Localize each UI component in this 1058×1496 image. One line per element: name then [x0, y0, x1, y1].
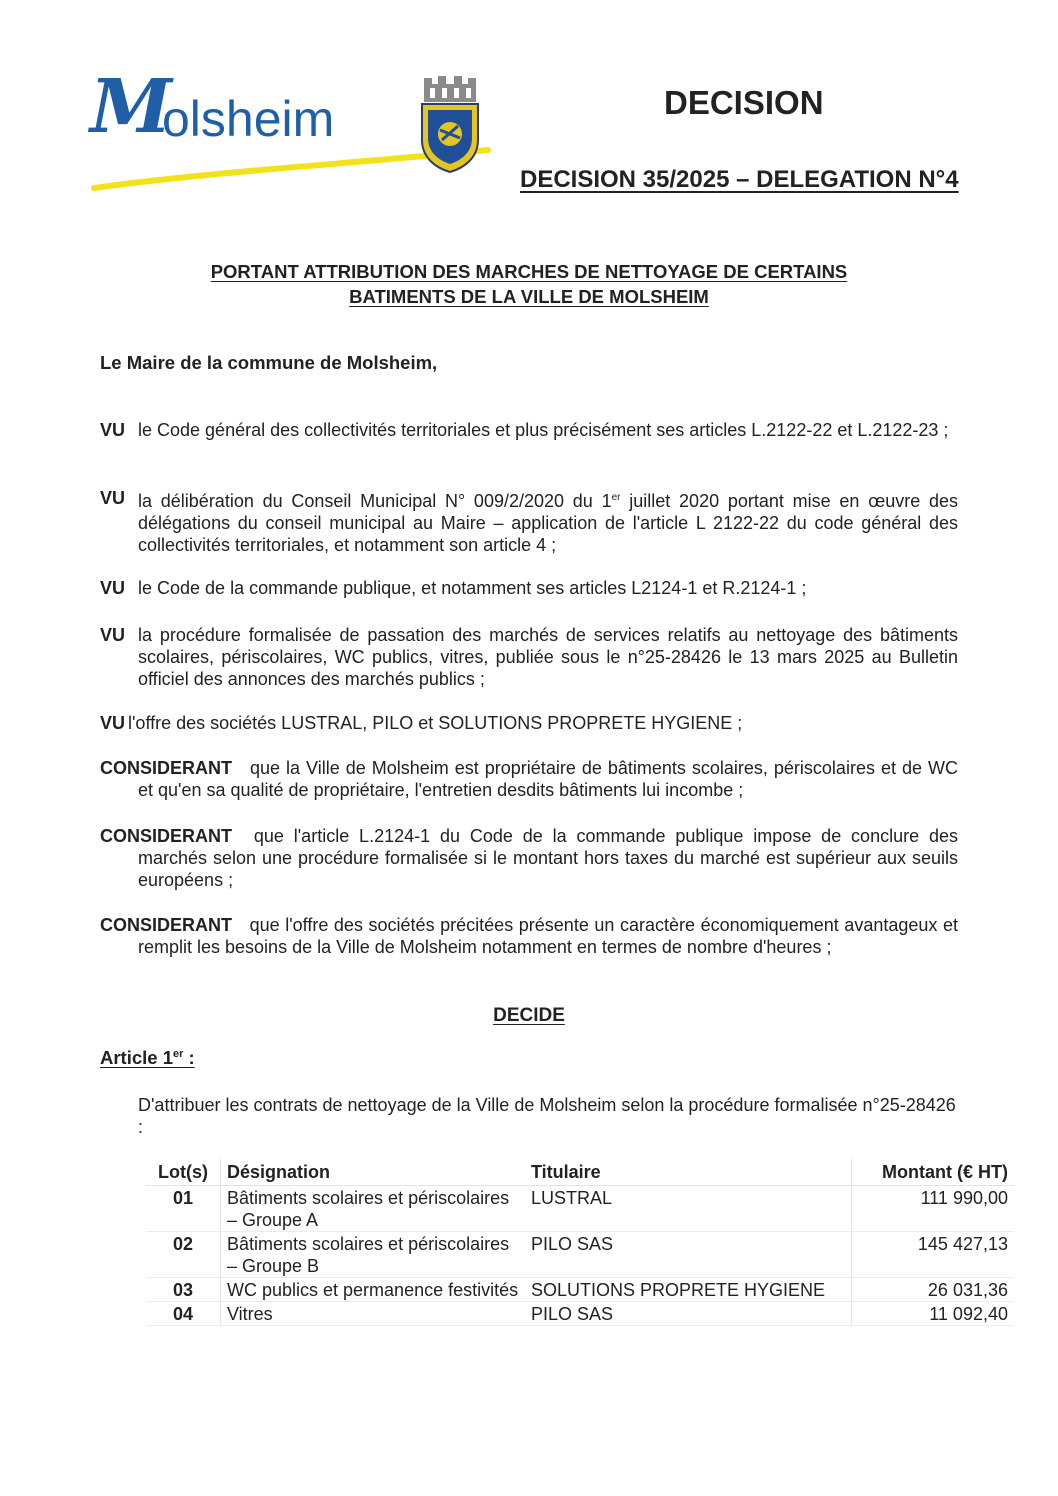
clause-keyword: VU — [100, 488, 126, 508]
city-crest-icon — [416, 74, 484, 174]
clause-vu-5 — [100, 712, 958, 734]
cell-titulaire: LUSTRAL — [525, 1186, 852, 1232]
clause-vu-3 — [100, 577, 958, 599]
clause-considerant-3 — [100, 914, 958, 958]
clause-vu-4 — [100, 624, 958, 690]
cell-designation: Bâtiments scolaires et périscolaires – Groupe B — [221, 1232, 526, 1278]
cell-lot: 04 — [146, 1302, 221, 1326]
header-titulaire: Titulaire — [525, 1159, 852, 1186]
header-lot: Lot(s) — [146, 1159, 221, 1186]
decision-subject — [100, 259, 958, 309]
molsheim-logo — [88, 66, 498, 196]
cell-montant: 26 031,36 — [852, 1278, 1015, 1302]
clause-keyword: CONSIDERANT — [100, 758, 233, 778]
clause-text: CONSIDERANT que l'offre des sociétés précitées présente un caractère économiquement avantageux et remplit les besoins de la Ville de Molsheim notamment en termes de nombre d'heures ; — [100, 915, 958, 957]
clause-considerant-2 — [100, 825, 958, 891]
logo-initial: M — [90, 64, 170, 150]
clause-keyword: CONSIDERANT — [100, 915, 233, 935]
cell-lot: 03 — [146, 1278, 221, 1302]
cell-lot: 01 — [146, 1186, 221, 1232]
clause-text: CONSIDERANT que la Ville de Molsheim est propriétaire de bâtiments scolaires, périscolaires et de WC et qu'en sa qualité de propriétaire, l'entretien desdits bâtiments lui incombe ; — [100, 758, 958, 800]
header-designation: Désignation — [221, 1159, 526, 1186]
clause-text: la délibération du Conseil Municipal N° 009/2/2020 du 1er juillet 2020 portant mise en œuvre des délégations du conseil municipal au Maire – application de l'article L 2122-22 du code général des collectivités territoriales, et notamment son article 4 ; — [138, 491, 958, 555]
decide-heading: DECIDE — [493, 1005, 565, 1026]
article-1-title: Article 1er : — [100, 1047, 195, 1068]
clause-considerant-1 — [100, 757, 958, 801]
clause-keyword: VU — [100, 625, 126, 645]
clause-text: la procédure formalisée de passation des marchés de services relatifs au nettoyage des bâtiments scolaires, périscolaires, WC publics, vitres, publiée sous le n°25-28426 le 13 mars 2025 au Bulletin officiel des annonces des marchés publics ; — [138, 625, 958, 689]
table-row — [146, 1232, 1014, 1278]
lots-table — [146, 1159, 1014, 1326]
cell-designation: Vitres — [221, 1302, 526, 1326]
article-1-text: D'attribuer les contrats de nettoyage de la Ville de Molsheim selon la procédure formalisée n°25-28426 : — [138, 1095, 956, 1137]
cell-titulaire: SOLUTIONS PROPRETE HYGIENE — [525, 1278, 852, 1302]
cell-montant: 145 427,13 — [852, 1232, 1015, 1278]
table-row — [146, 1186, 1014, 1232]
cell-lot: 02 — [146, 1232, 221, 1278]
table-header-row — [146, 1159, 1014, 1186]
clause-text: le Code général des collectivités territoriales et plus précisément ses articles L.2122-22 et L.2122-23 ; — [138, 420, 949, 440]
cell-designation: WC publics et permanence festivités — [221, 1278, 526, 1302]
table-row — [146, 1302, 1014, 1326]
clause-keyword: VU — [100, 420, 126, 440]
clause-text: le Code de la commande publique, et notamment ses articles L2124-1 et R.2124-1 ; — [138, 578, 807, 598]
clause-text: CONSIDERANT que l'article L.2124-1 du Code de la commande publique impose de conclure des marchés selon une procédure formalisée si le montant hors taxes du marché est supérieur aux seuils européens ; — [100, 826, 958, 890]
header-montant: Montant (€ HT) — [852, 1159, 1015, 1186]
cell-titulaire: PILO SAS — [525, 1302, 852, 1326]
document-type-heading: DECISION — [664, 84, 824, 121]
decision-reference: DECISION 35/2025 – DELEGATION N°4 — [520, 166, 959, 193]
logo-name: olsheim — [162, 91, 335, 147]
clause-vu-2 — [100, 487, 958, 556]
clause-text: l'offre des sociétés LUSTRAL, PILO et SOLUTIONS PROPRETE HYGIENE ; — [128, 713, 743, 733]
subject-line-2: BATIMENTS DE LA VILLE DE MOLSHEIM — [349, 286, 709, 307]
cell-montant: 111 990,00 — [852, 1186, 1015, 1232]
mayor-intro: Le Maire de la commune de Molsheim, — [100, 352, 438, 373]
subject-line-1: PORTANT ATTRIBUTION DES MARCHES DE NETTOYAGE DE CERTAINS — [210, 261, 848, 282]
table-row — [146, 1278, 1014, 1302]
clause-keyword: VU — [100, 578, 126, 598]
clause-keyword: VU — [100, 713, 126, 733]
clause-vu-1 — [100, 419, 958, 441]
clause-keyword: CONSIDERANT — [100, 826, 233, 846]
cell-montant: 11 092,40 — [852, 1302, 1015, 1326]
cell-titulaire: PILO SAS — [525, 1232, 852, 1278]
cell-designation: Bâtiments scolaires et périscolaires – Groupe A — [221, 1186, 526, 1232]
